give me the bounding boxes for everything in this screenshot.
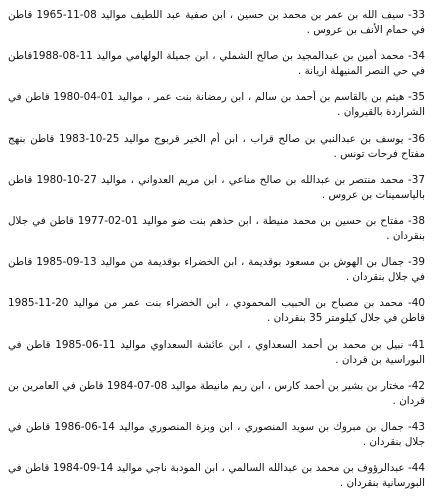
list-item: 41- نبيل بن محمد بن أحمد السعداوي ، ابن عائشة السعداوي مواليد 11-06-1985 قاطن في البوراسية بن قردان .: [8, 338, 425, 366]
paragraph-spacer: [8, 79, 425, 90]
paragraph-spacer: [8, 120, 425, 131]
list-item: 44- عبدالرؤوف بن محمد بن عبدالله السالمي ، ابن المودبة ناجي مواليد 14-09-1984 قاطن في البورسانية بنقردان .: [8, 462, 425, 490]
list-item: 36- يوسف بن عبدالنبي بن صالح قراب ، ابن أم الخير قربوج مواليد 25-10-1983 قاطن بنهج مفتاح فرحات تونس .: [8, 132, 425, 160]
list-item: 40- محمد بن مصباح بن الحبيب المحمودي ، ابن الخضراء بنت عمر من مواليد 20-11-1985 قاطن في جلال كيلومتر 35 بنقردان .: [8, 297, 425, 325]
paragraph-spacer: [8, 38, 425, 49]
list-item: 33- سيف الله بن عمر بن محمد بن حسين ، ابن صفية عبد اللطيف مواليد 08-11-1965 قاطن في حمام الأنف بن عروس .: [8, 9, 425, 36]
paragraph-spacer: [8, 203, 425, 214]
paragraph-spacer: [8, 368, 425, 379]
list-item: 34- محمد أمين بن عبدالمجيد بن صالح الشملي ، ابن جميلة الولهامي مواليد 11-08-1988قاطن في حي النصر المنيهلة اريانة .: [8, 50, 425, 78]
paragraph-spacer: [8, 326, 425, 337]
paragraph-spacer: [8, 450, 425, 461]
paragraph-spacer: [8, 162, 425, 173]
list-item: 35- هيثم بن بالقاسم بن أحمد بن سالم ، ابن رمضانة بنت عمر ، مواليد 01-04-1980 قاطن في الشراردة بالقيروان .: [8, 91, 425, 119]
paragraph-spacer: [8, 285, 425, 296]
paragraph-spacer: [8, 409, 425, 420]
list-item: 43- جمال بن مبروك بن سويد المنصوري ، ابن وبزة المنصوري مواليد 14-06-1986 قاطن في جلال بنقردان .: [8, 420, 425, 448]
list-item: 42- مختار بن بشير بن أحمد كارس ، ابن ريم مانيطة مواليد 08-07-1984 قاطن في العامرين بن قردان .: [8, 379, 425, 407]
list-item: 39- جمال بن الهوش بن مسعود بوقديمة ، ابن الخضراء بوقديمة من مواليد 13-09-1985 قاطن في جلال بنقردان .: [8, 256, 425, 284]
list-item: 37- محمد منتصر بن عبدالله بن صالح مناعي ، ابن مريم العدواني ، مواليد 27-10-1980 قاطن بالياسمينات بن عروس .: [8, 173, 425, 201]
paragraph-spacer: [8, 244, 425, 255]
list-item: 38- مفتاح بن حسين بن محمد منيطة ، ابن حذهم بنت ضو مواليد 01-02-1977 قاطن في جلال بنقردان .: [8, 214, 425, 242]
